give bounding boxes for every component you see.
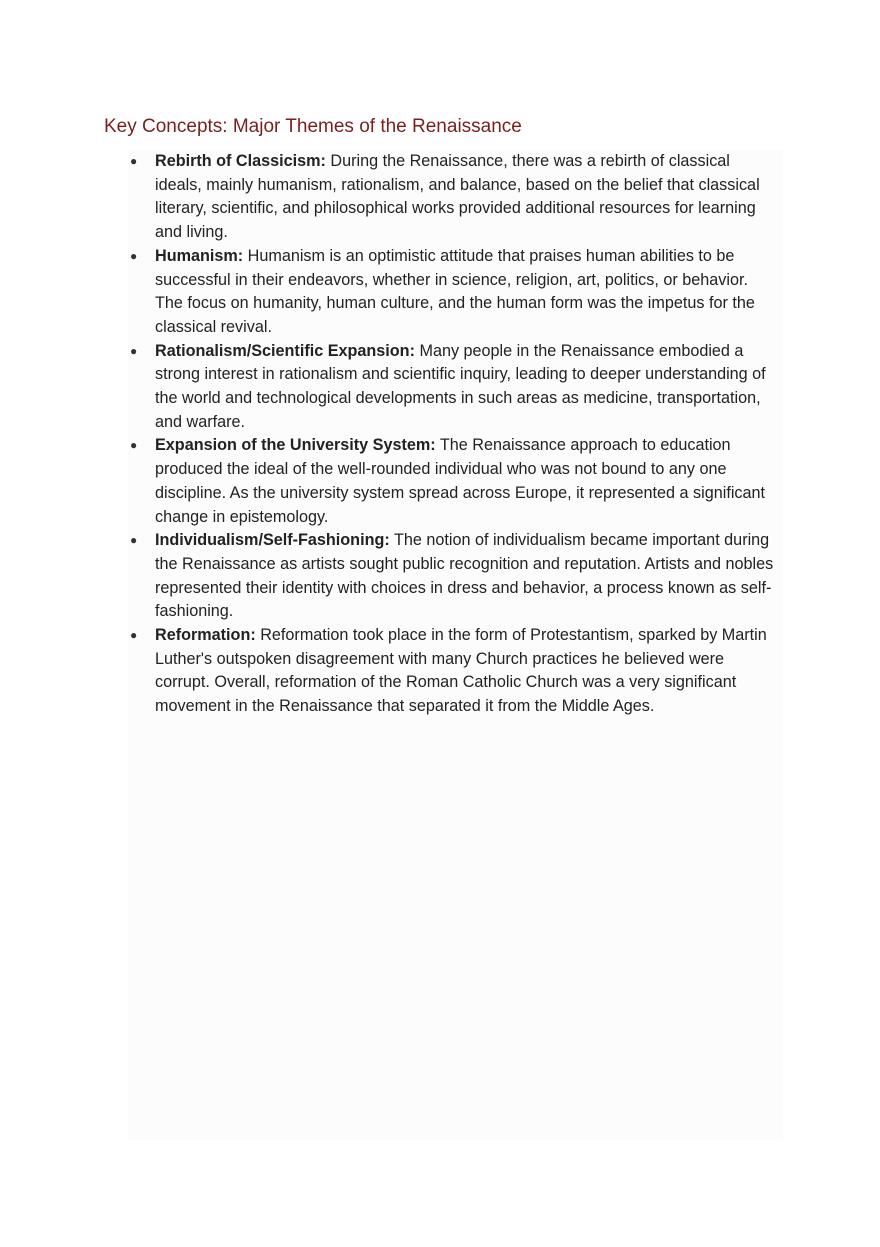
item-term: Humanism: xyxy=(155,246,244,265)
item-text: Humanism is an optimistic attitude that praises human abilities to be successful in their endeavors, whether in science, religion, art, politics, or behavior. The focus on humanity, human culture, and the human form was the impetus for the classical revival. xyxy=(155,246,755,336)
item-term: Reformation: xyxy=(155,626,256,645)
bullet-icon: ● xyxy=(130,533,138,548)
item-text: Many people in the Renaissance embodied a strong interest in rationalism and scientific inquiry, leading to deeper understanding of the world and technological developments in such areas as medicine, transportation, and warfare. xyxy=(155,341,766,431)
list-item xyxy=(130,624,780,719)
item-term: Rebirth of Classicism: xyxy=(155,152,326,170)
themes-list xyxy=(130,150,780,719)
list-item xyxy=(130,434,780,529)
bullet-icon: ● xyxy=(130,628,138,643)
bullet-icon: ● xyxy=(130,438,138,453)
item-term: Rationalism/Scientific Expansion: xyxy=(155,341,415,360)
list-item xyxy=(130,150,780,245)
list-item xyxy=(130,529,780,624)
item-text: The Renaissance approach to education produced the ideal of the well-rounded individual who was not bound to any one discipline. As the university system spread across Europe, it represented a significant change in epistemology. xyxy=(155,436,766,526)
item-text: During the Renaissance, there was a rebirth of classical ideals, mainly humanism, rationalism, and balance, based on the belief that classical literary, scientific, and philosophical works provided additional resources for learning and living. xyxy=(155,152,760,242)
bullet-icon: ● xyxy=(130,343,138,358)
section-heading: Key Concepts: Major Themes of the Renaissance xyxy=(104,116,522,137)
list-item xyxy=(130,340,780,435)
bullet-icon: ● xyxy=(130,154,138,168)
item-term: Individualism/Self-Fashioning: xyxy=(155,531,390,550)
item-term: Expansion of the University System: xyxy=(155,436,436,455)
item-text: The notion of individualism became important during the Renaissance as artists sought public recognition and reputation. Artists and nobles represented their identity with choices in dress and behavior, a process known as self-fashioning. xyxy=(155,531,774,621)
list-item xyxy=(130,245,780,340)
bullet-icon: ● xyxy=(130,248,138,263)
item-text: Reformation took place in the form of Protestantism, sparked by Martin Luther's outspoken disagreement with many Church practices he believed were corrupt. Overall, reformation of the Roman Catholic Church was a very significant movement in the Renaissance that separated it from the Middle Ages. xyxy=(155,626,767,716)
